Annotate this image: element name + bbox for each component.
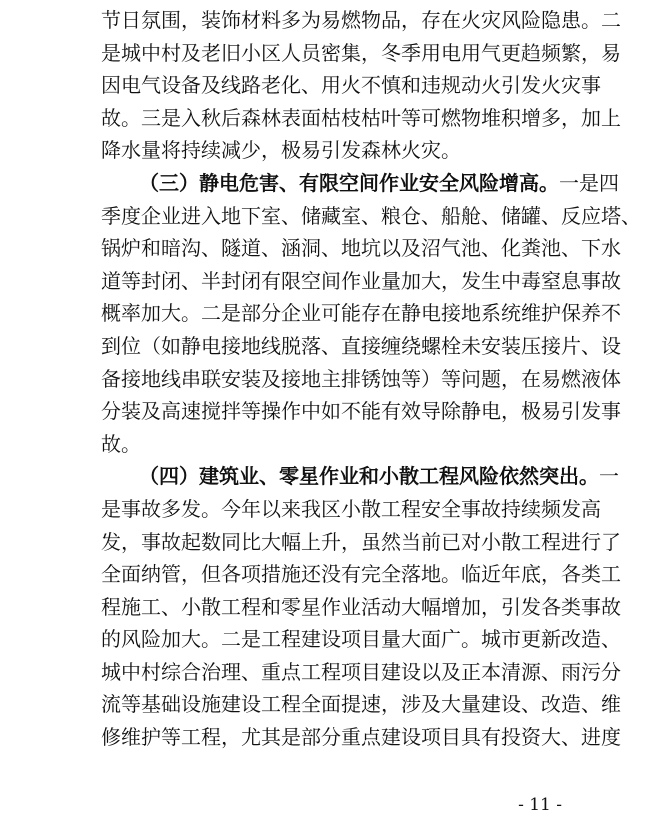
- text-line: 因电气设备及线路老化、用火不慎和违规动火引发火灾事: [101, 73, 601, 98]
- text-line: 备接地线串联安装及接地主排锈蚀等）等问题，在易燃液体: [101, 366, 621, 391]
- section-heading: （四）建筑业、零星作业和小散工程风险依然突出。: [139, 464, 599, 489]
- text-line: 城中村综合治理、重点工程项目建设以及正本清源、雨污分: [101, 659, 621, 684]
- text-line: 流等基础设施建设工程全面提速，涉及大量建设、改造、维: [101, 692, 621, 717]
- text-line: 故。三是入秋后森林表面枯枝枯叶等可燃物堆积增多，加上: [101, 105, 621, 130]
- text-line: 发，事故起数同比大幅上升，虽然当前已对小散工程进行了: [101, 529, 621, 554]
- text-line: 锅炉和暗沟、隧道、涵洞、地坑以及沼气池、化粪池、下水: [101, 236, 621, 261]
- text-line: 程施工、小散工程和零星作业活动大幅增加，引发各类事故: [101, 594, 621, 619]
- text-line: 的风险加大。二是工程建设项目量大面广。城市更新改造、: [101, 627, 621, 652]
- text-line: 全面纳管，但各项措施还没有完全落地。临近年底，各类工: [101, 562, 621, 587]
- heading-line-rest: 一是四: [559, 170, 619, 195]
- paragraph-first-line: [101, 460, 619, 493]
- heading-line-rest: 一: [599, 464, 619, 489]
- text-line: 是城中村及老旧小区人员密集，冬季用电用气更趋频繁，易: [101, 40, 621, 65]
- text-line: 节日氛围，装饰材料多为易燃物品，存在火灾风险隐患。二: [101, 8, 621, 32]
- paragraph-first-line: [101, 167, 619, 200]
- text-line: 到位（如静电接地线脱落、直接缠绕螺栓未安装压接片、设: [101, 333, 621, 358]
- page-number: - 11 -: [518, 795, 562, 815]
- text-line: 故。: [101, 431, 141, 456]
- text-line: 降水量将持续减少，极易引发森林火灾。: [101, 138, 461, 163]
- section-heading: （三）静电危害、有限空间作业安全风险增高。: [139, 170, 559, 195]
- text-line: 修维护等工程，尤其是部分重点建设项目具有投资大、进度: [101, 725, 621, 750]
- text-line: 分装及高速搅拌等操作中如不能有效导除静电，极易引发事: [101, 399, 621, 424]
- text-line: 道等封闭、半封闭有限空间作业量加大，发生中毒窒息事故: [101, 268, 621, 293]
- text-line: 季度企业进入地下室、储藏室、粮仓、船舱、储罐、反应塔、: [101, 203, 641, 228]
- text-line: 概率加大。二是部分企业可能存在静电接地系统维护保养不: [101, 301, 621, 326]
- text-line: 是事故多发。今年以来我区小散工程安全事故持续频发高: [101, 496, 601, 521]
- body-text: [101, 4, 641, 754]
